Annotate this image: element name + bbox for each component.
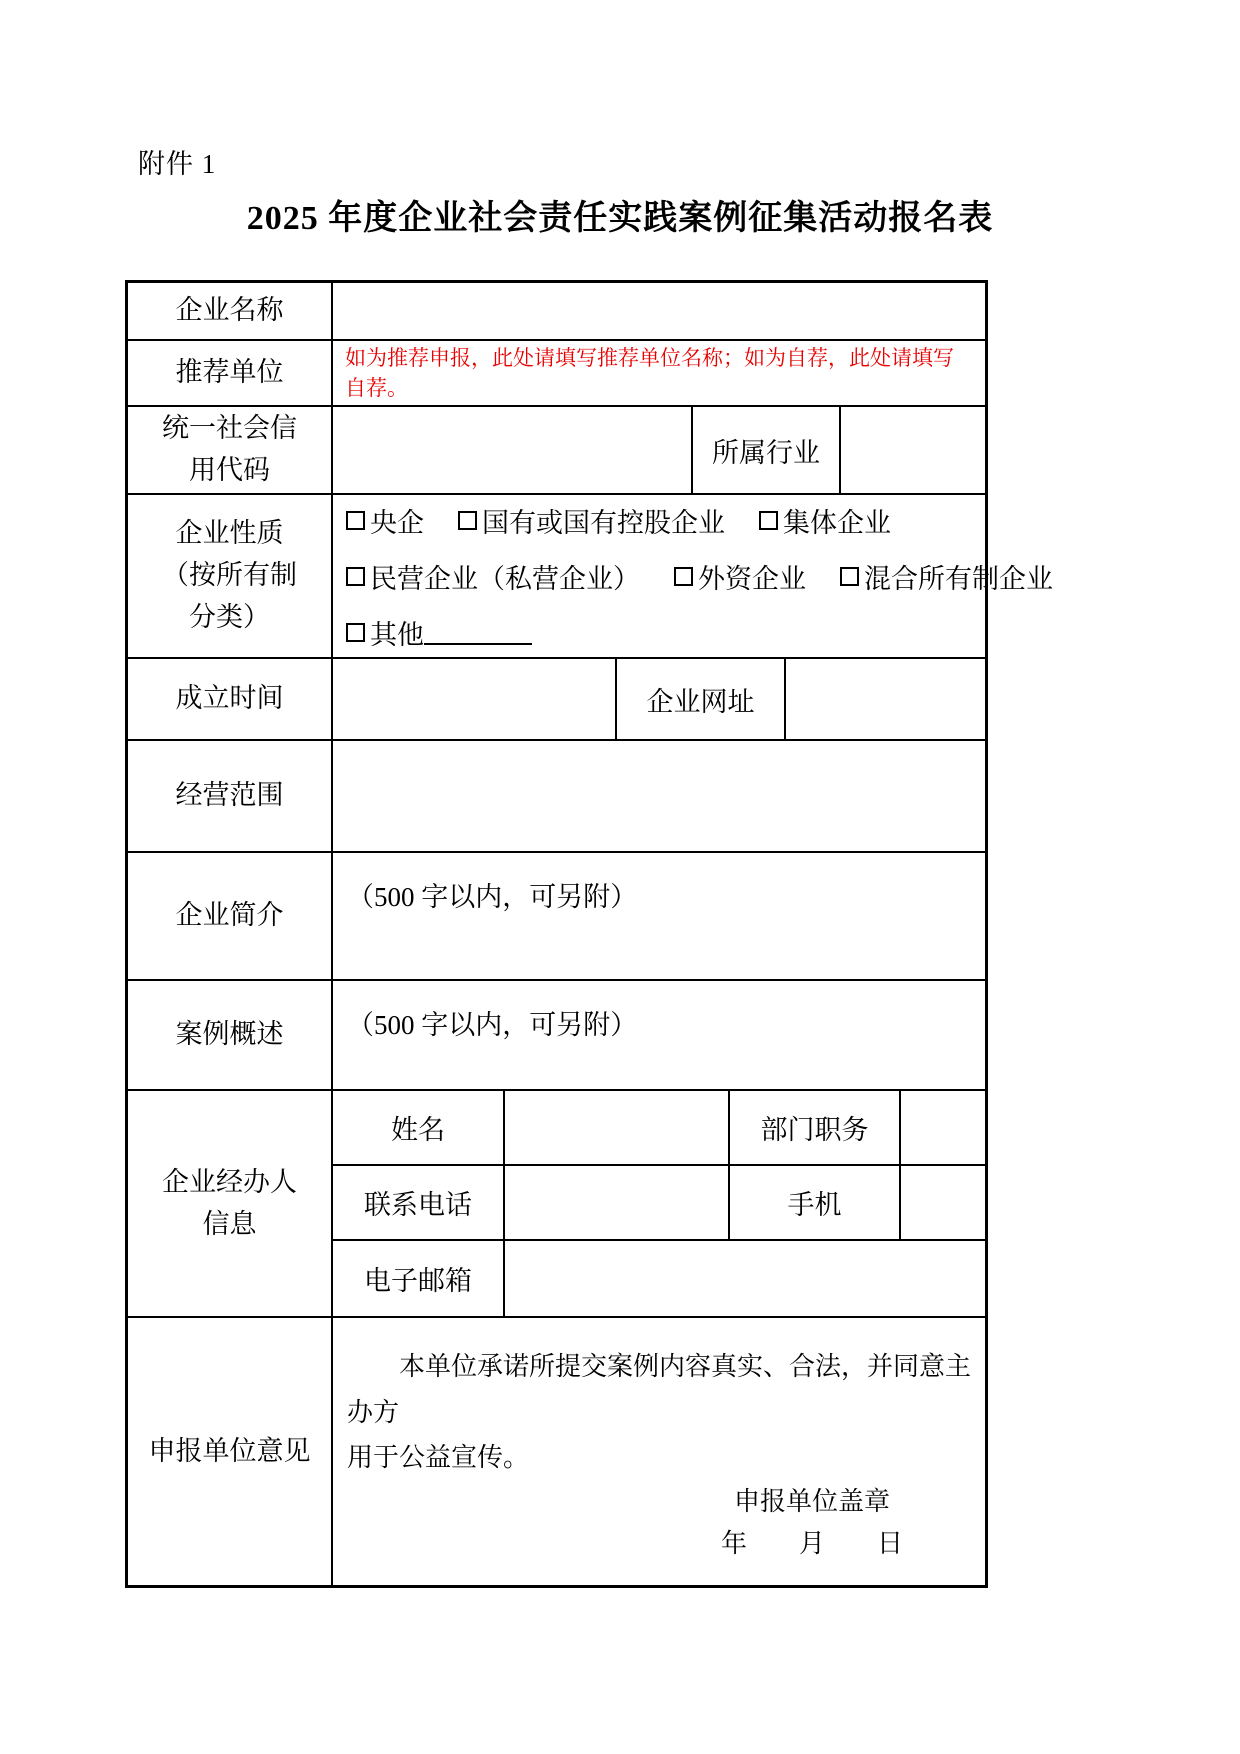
registration-form-table xyxy=(125,280,1053,1588)
recommender-label xyxy=(128,341,333,405)
contact-mobile-label-text: 手机 xyxy=(787,1190,842,1220)
checkbox-label: 集体企业 xyxy=(783,507,891,538)
contact-info-label-line1: 企业经办人 xyxy=(162,1166,297,1197)
declaration-label xyxy=(128,1318,333,1585)
stamp-label: 申报单位盖章 xyxy=(733,1486,890,1516)
checkbox-icon[interactable] xyxy=(759,511,778,530)
website-label-text: 企业网址 xyxy=(646,686,755,717)
checkbox-icon[interactable] xyxy=(346,623,365,642)
checkbox-label: 外资企业 xyxy=(698,563,806,594)
founded-input[interactable] xyxy=(333,659,617,739)
contact-sub-table xyxy=(333,1091,985,1316)
checkbox-label: 其他 xyxy=(370,619,424,650)
checkbox-icon[interactable] xyxy=(346,567,365,586)
checkbox-label: 国有或国有控股企业 xyxy=(482,507,725,538)
contact-row-email xyxy=(333,1241,985,1316)
recommender-label-text: 推荐单位 xyxy=(175,357,284,388)
business-scope-label xyxy=(128,741,333,851)
checkbox-label: 民营企业（私营企业） xyxy=(370,563,640,594)
recommender-note-text: 如为推荐申报，此处请填写推荐单位名称；如为自荐，此处请填写自荐。 xyxy=(345,345,954,400)
contact-phone-label-text: 联系电话 xyxy=(364,1190,472,1220)
checkbox-icon[interactable] xyxy=(840,567,859,586)
row-case-overview xyxy=(128,981,985,1091)
enterprise-nature-label-line2: （按所有制 xyxy=(162,560,297,591)
checkbox-icon[interactable] xyxy=(346,511,365,530)
declaration-statement-line1: 本单位承诺所提交案例内容真实、合法，并同意主办方 xyxy=(347,1352,972,1427)
contact-name-input[interactable] xyxy=(505,1091,730,1164)
checkbox-option-central-soe[interactable] xyxy=(346,501,424,540)
company-name-label-text: 企业名称 xyxy=(175,295,284,326)
case-overview-hint: （500 字以内，可另附） xyxy=(347,1010,638,1040)
attachment-label: 附件 1 xyxy=(138,149,217,179)
contact-row-name xyxy=(333,1091,985,1166)
nature-options-line3 xyxy=(346,613,1053,652)
stamp-block xyxy=(721,1481,903,1567)
industry-label-text: 所属行业 xyxy=(712,437,820,468)
row-recommender xyxy=(128,341,985,407)
contact-dept-input[interactable] xyxy=(901,1091,985,1164)
company-name-input[interactable] xyxy=(333,283,985,339)
declaration-statement-line2: 用于公益宣传。 xyxy=(347,1443,530,1472)
contact-info-label xyxy=(128,1091,333,1316)
checkbox-option-state-owned[interactable] xyxy=(458,501,725,540)
credit-code-label xyxy=(128,407,333,493)
company-profile-input[interactable] xyxy=(333,853,985,979)
checkbox-option-private[interactable] xyxy=(346,557,640,596)
checkbox-option-collective[interactable] xyxy=(759,501,891,540)
enterprise-nature-options xyxy=(333,495,1053,657)
row-founded xyxy=(128,659,985,741)
contact-email-label xyxy=(333,1241,505,1316)
contact-dept-label-text: 部门职务 xyxy=(760,1115,869,1145)
business-scope-label-text: 经营范围 xyxy=(175,780,284,811)
credit-code-input[interactable] xyxy=(333,407,693,493)
contact-info-label-line2: 信息 xyxy=(202,1208,257,1239)
checkbox-label: 央企 xyxy=(370,507,424,538)
case-overview-label-text: 案例概述 xyxy=(175,1019,284,1050)
row-business-scope xyxy=(128,741,985,853)
declaration-input[interactable] xyxy=(333,1318,985,1585)
enterprise-nature-label xyxy=(128,495,333,657)
contact-name-label-text: 姓名 xyxy=(391,1115,445,1145)
contact-email-input[interactable] xyxy=(505,1241,985,1316)
contact-phone-label xyxy=(333,1166,505,1239)
date-label: 年 月 日 xyxy=(720,1529,903,1559)
industry-label xyxy=(693,407,841,493)
contact-email-label-text: 电子邮箱 xyxy=(364,1266,472,1296)
declaration-statement xyxy=(347,1344,971,1481)
recommender-input[interactable] xyxy=(333,341,985,405)
enterprise-nature-label-line3: 分类） xyxy=(189,601,270,632)
row-enterprise-nature xyxy=(128,495,1053,659)
row-credit-code xyxy=(128,407,985,495)
checkbox-icon[interactable] xyxy=(674,567,693,586)
company-name-label xyxy=(128,283,333,339)
declaration-label-text: 申报单位意见 xyxy=(148,1435,311,1466)
contact-name-label xyxy=(333,1091,505,1164)
checkbox-option-mixed[interactable] xyxy=(840,557,1053,596)
nature-options-line2 xyxy=(346,557,1053,596)
company-profile-hint: （500 字以内，可另附） xyxy=(347,882,638,912)
checkbox-icon[interactable] xyxy=(458,511,477,530)
website-input[interactable] xyxy=(786,659,985,739)
case-overview-label xyxy=(128,981,333,1089)
other-blank-line[interactable] xyxy=(424,619,532,645)
checkbox-option-foreign[interactable] xyxy=(674,557,806,596)
website-label xyxy=(617,659,786,739)
row-contact-info xyxy=(128,1091,985,1318)
checkbox-label: 混合所有制企业 xyxy=(864,563,1053,594)
contact-mobile-input[interactable] xyxy=(901,1166,985,1239)
company-profile-label-text: 企业简介 xyxy=(175,900,284,931)
enterprise-nature-label-line1: 企业性质 xyxy=(175,518,284,549)
row-declaration xyxy=(128,1318,985,1585)
credit-code-label-line1: 统一社会信 xyxy=(162,413,297,444)
founded-label xyxy=(128,659,333,739)
row-company-name xyxy=(128,283,985,341)
contact-mobile-label xyxy=(730,1166,901,1239)
contact-phone-input[interactable] xyxy=(505,1166,730,1239)
credit-code-label-line2: 用代码 xyxy=(189,455,270,485)
business-scope-input[interactable] xyxy=(333,741,985,851)
row-company-profile xyxy=(128,853,985,981)
contact-row-phone xyxy=(333,1166,985,1241)
industry-input[interactable] xyxy=(841,407,985,493)
founded-label-text: 成立时间 xyxy=(175,683,284,714)
company-profile-label xyxy=(128,853,333,979)
contact-dept-label xyxy=(730,1091,901,1164)
page-title: 2025 年度企业社会责任实践案例征集活动报名表 xyxy=(246,200,994,237)
case-overview-input[interactable] xyxy=(333,981,985,1089)
checkbox-option-other[interactable] xyxy=(346,613,532,652)
nature-options-line1 xyxy=(346,501,1053,540)
